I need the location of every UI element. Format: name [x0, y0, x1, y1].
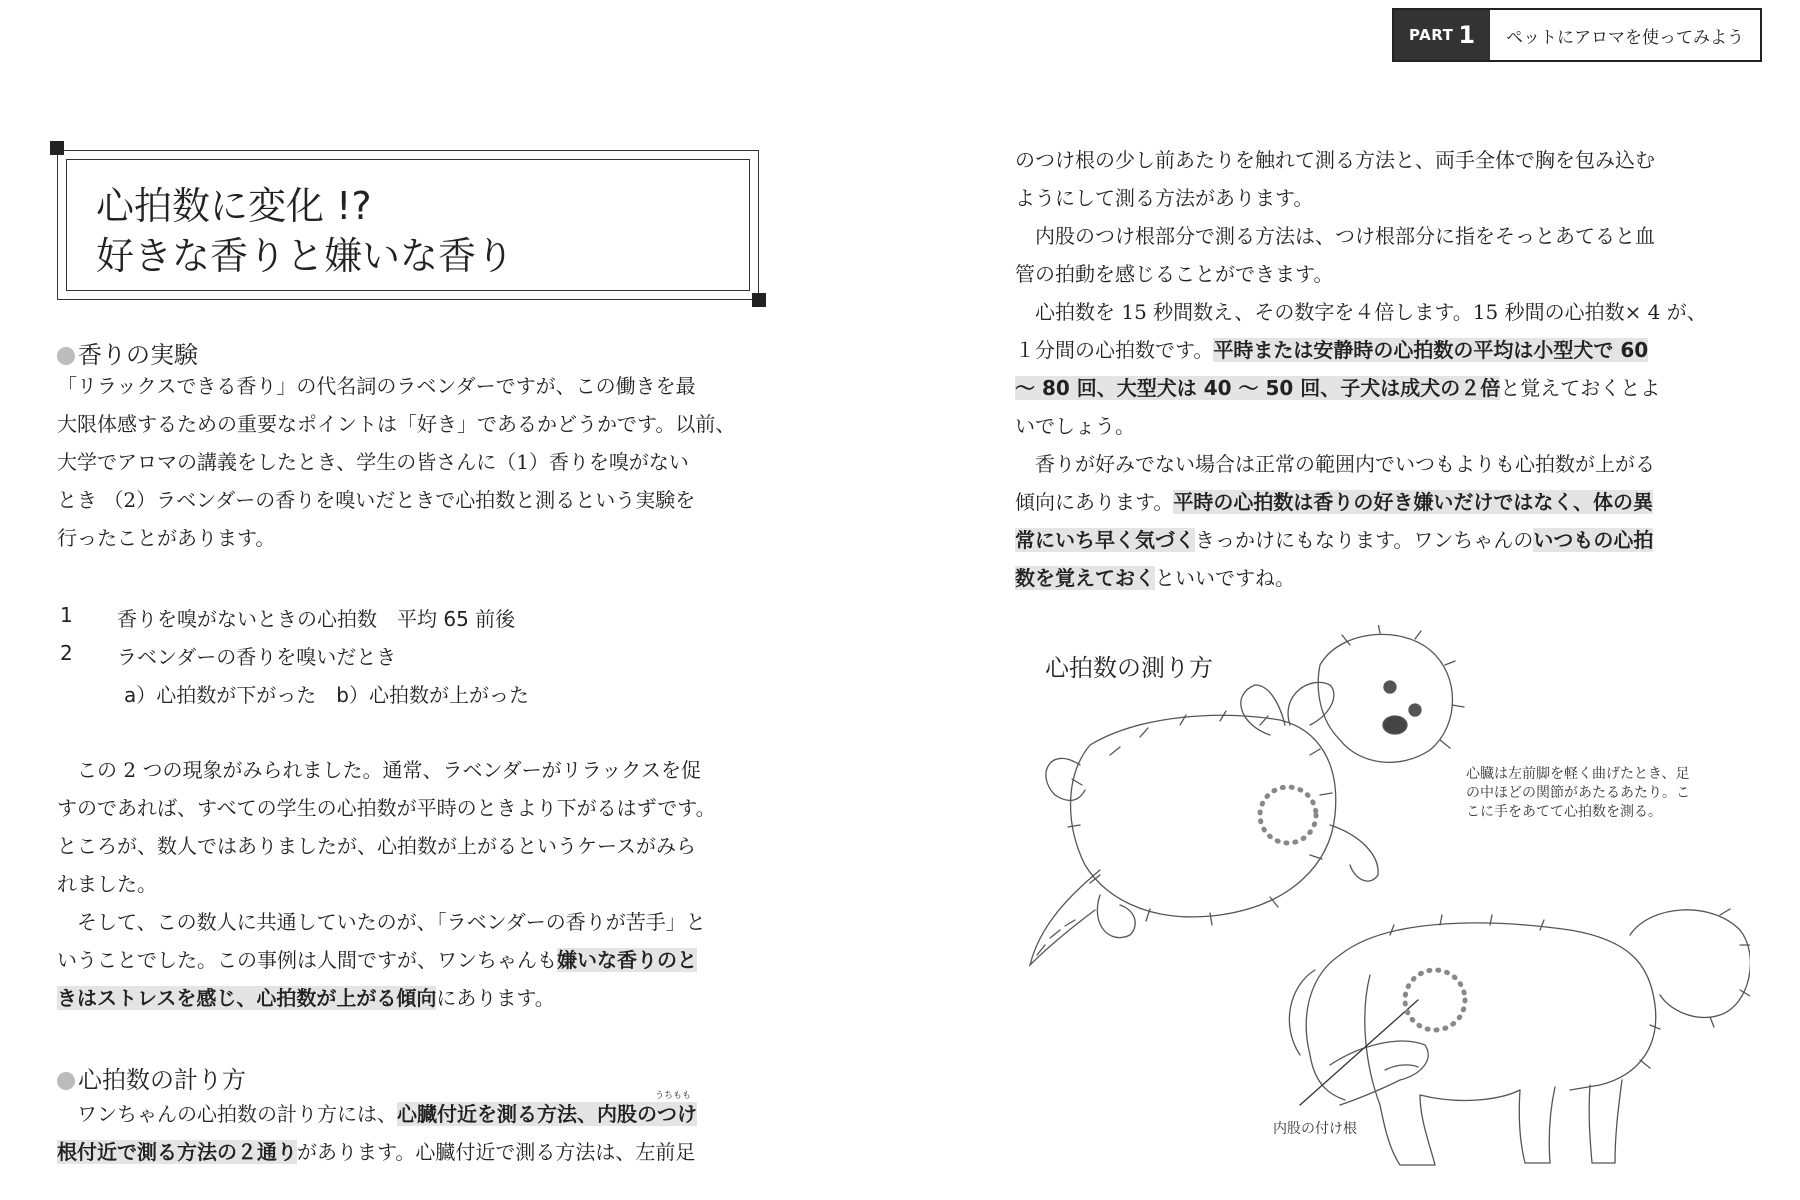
article-title-line2: 好きな香りと嫌いな香り — [96, 234, 515, 278]
paragraph-line: ワンちゃんの心拍数の計り方には、心臓付近を測る方法、内股のつけ — [77, 1102, 697, 1126]
heart-position-marker — [1260, 787, 1316, 843]
paragraph-line: 大限体感するための重要なポイントは「好き」であるかどうかです。以前、 — [57, 412, 736, 436]
list-sub-item: a）心拍数が下がった b）心拍数が上がった — [124, 683, 529, 707]
paragraph-line: 香りが好みでない場合は正常の範囲内でいつもよりも心拍数が上がる — [1035, 452, 1655, 476]
paragraph-line: れました。 — [57, 872, 157, 896]
figure-title: 心拍数の測り方 — [1045, 654, 1213, 682]
paragraph-line: ところが、数人ではありましたが、心拍数が上がるというケースがみら — [57, 834, 696, 858]
article-title-box — [57, 150, 759, 300]
paragraph-line: １分間の心拍数です。平時または安静時の心拍数の平均は小型犬で 60 — [1015, 338, 1649, 362]
list-number: 2 — [60, 641, 73, 665]
chapter-title: ペットにアロマを使ってみよう — [1506, 27, 1744, 48]
paragraph-line: ようにして測る方法があります。 — [1015, 186, 1314, 210]
paragraph-line: とき （2）ラベンダーの香りを嗅いだときで心拍数と測るという実験を — [57, 488, 696, 512]
paragraph-line: 心拍数を 15 秒間数え、その数字を４倍します。15 秒間の心拍数× 4 が、 — [1035, 300, 1707, 324]
paragraph-line: ～ 80 回、大型犬は 40 ～ 50 回、子犬は成犬の２倍と覚えておくとよ — [1015, 376, 1661, 400]
inner-thigh-marker — [1405, 970, 1465, 1030]
paragraph-line: いでしょう。 — [1015, 414, 1135, 438]
part-number: 1 — [1458, 21, 1476, 49]
paragraph-line: 大学でアロマの講義をしたとき、学生の皆さんに（1）香りを嗅がない — [57, 450, 689, 474]
paragraph-line: 数を覚えておくといいですね。 — [1015, 566, 1295, 590]
paragraph-line: 傾向にあります。平時の心拍数は香りの好き嫌いだけではなく、体の異 — [1015, 490, 1654, 514]
highlight-text: 根付近で測る方法の２通り — [57, 1140, 297, 1164]
bullet-icon — [57, 1072, 75, 1090]
ruby-annotation: うちもも — [655, 1091, 692, 1101]
highlight-text: ～ 80 回、大型犬は 40 ～ 50 回、子犬は成犬の２倍 — [1015, 376, 1501, 400]
list-item: 香りを嗅がないときの心拍数 平均 65 前後 — [117, 607, 516, 631]
highlight-text: 平時または安静時の心拍数の平均は小型犬で 60 — [1213, 338, 1649, 362]
highlight-text: 数を覚えておく — [1015, 566, 1155, 590]
paragraph-line: 管の拍動を感じることができます。 — [1015, 262, 1334, 286]
section-heading-measurement: 心拍数の計り方 — [57, 1060, 246, 1095]
paragraph-line: のつけ根の少し前あたりを触れて測る方法と、両手全体で胸を包み込む — [1015, 148, 1655, 172]
paragraph-line: きはストレスを感じ、心拍数が上がる傾向にあります。 — [57, 986, 555, 1010]
part-badge — [1394, 10, 1490, 60]
list-item: ラベンダーの香りを嗅いだとき — [117, 645, 397, 669]
paragraph-line: そして、この数人に共通していたのが、「ラベンダーの香りが苦手」と — [77, 910, 706, 934]
highlight-text: 平時の心拍数は香りの好き嫌いだけではなく、体の異 — [1173, 490, 1654, 514]
title-corner-mark — [752, 293, 766, 307]
title-corner-mark — [50, 141, 64, 155]
highlight-text: いつもの心拍 — [1533, 528, 1654, 552]
part-label: PART — [1408, 26, 1454, 44]
paragraph-line: すのであれば、すべての学生の心拍数が平時のときより下がるはずです。 — [57, 796, 716, 820]
section-heading-experiment: 香りの実験 — [57, 335, 198, 370]
chapter-header — [1392, 8, 1762, 62]
highlight-text: 常にいち早く気づく — [1015, 528, 1195, 552]
bullet-icon — [57, 347, 75, 365]
article-title-line1: 心拍数に変化 !? — [96, 184, 372, 228]
figure-caption-heart: 心臓は左前脚を軽く曲げたとき、足 の中ほどの関節があたるあたり。こ こに手をあてて心拍数を測る。 — [1466, 766, 1690, 820]
list-number: 1 — [60, 603, 73, 627]
paragraph-line: この 2 つの現象がみられました。通常、ラベンダーがリラックスを促 — [77, 758, 702, 782]
paragraph-line: 行ったことがあります。 — [57, 526, 276, 550]
highlight-text: きはストレスを感じ、心拍数が上がる傾向 — [57, 986, 437, 1010]
paragraph-line: 常にいち早く気づくきっかけにもなります。ワンちゃんのいつもの心拍 — [1015, 528, 1654, 552]
highlight-text: 心臓付近を測る方法、内股のつけ — [397, 1102, 697, 1126]
figure-caption-thigh: 内股の付け根 — [1273, 1121, 1357, 1137]
highlight-text: 嫌いな香りのと — [557, 948, 697, 972]
paragraph-line: 「リラックスできる香り」の代名詞のラベンダーですが、この働きを最 — [57, 374, 696, 398]
paragraph-line: 根付近で測る方法の２通りがあります。心臓付近で測る方法は、左前足 — [57, 1140, 696, 1164]
paragraph-line: いうことでした。この事例は人間ですが、ワンちゃんも嫌いな香りのと — [57, 948, 697, 972]
paragraph-line: 内股のつけ根部分で測る方法は、つけ根部分に指をそっとあてると血 — [1035, 224, 1655, 248]
